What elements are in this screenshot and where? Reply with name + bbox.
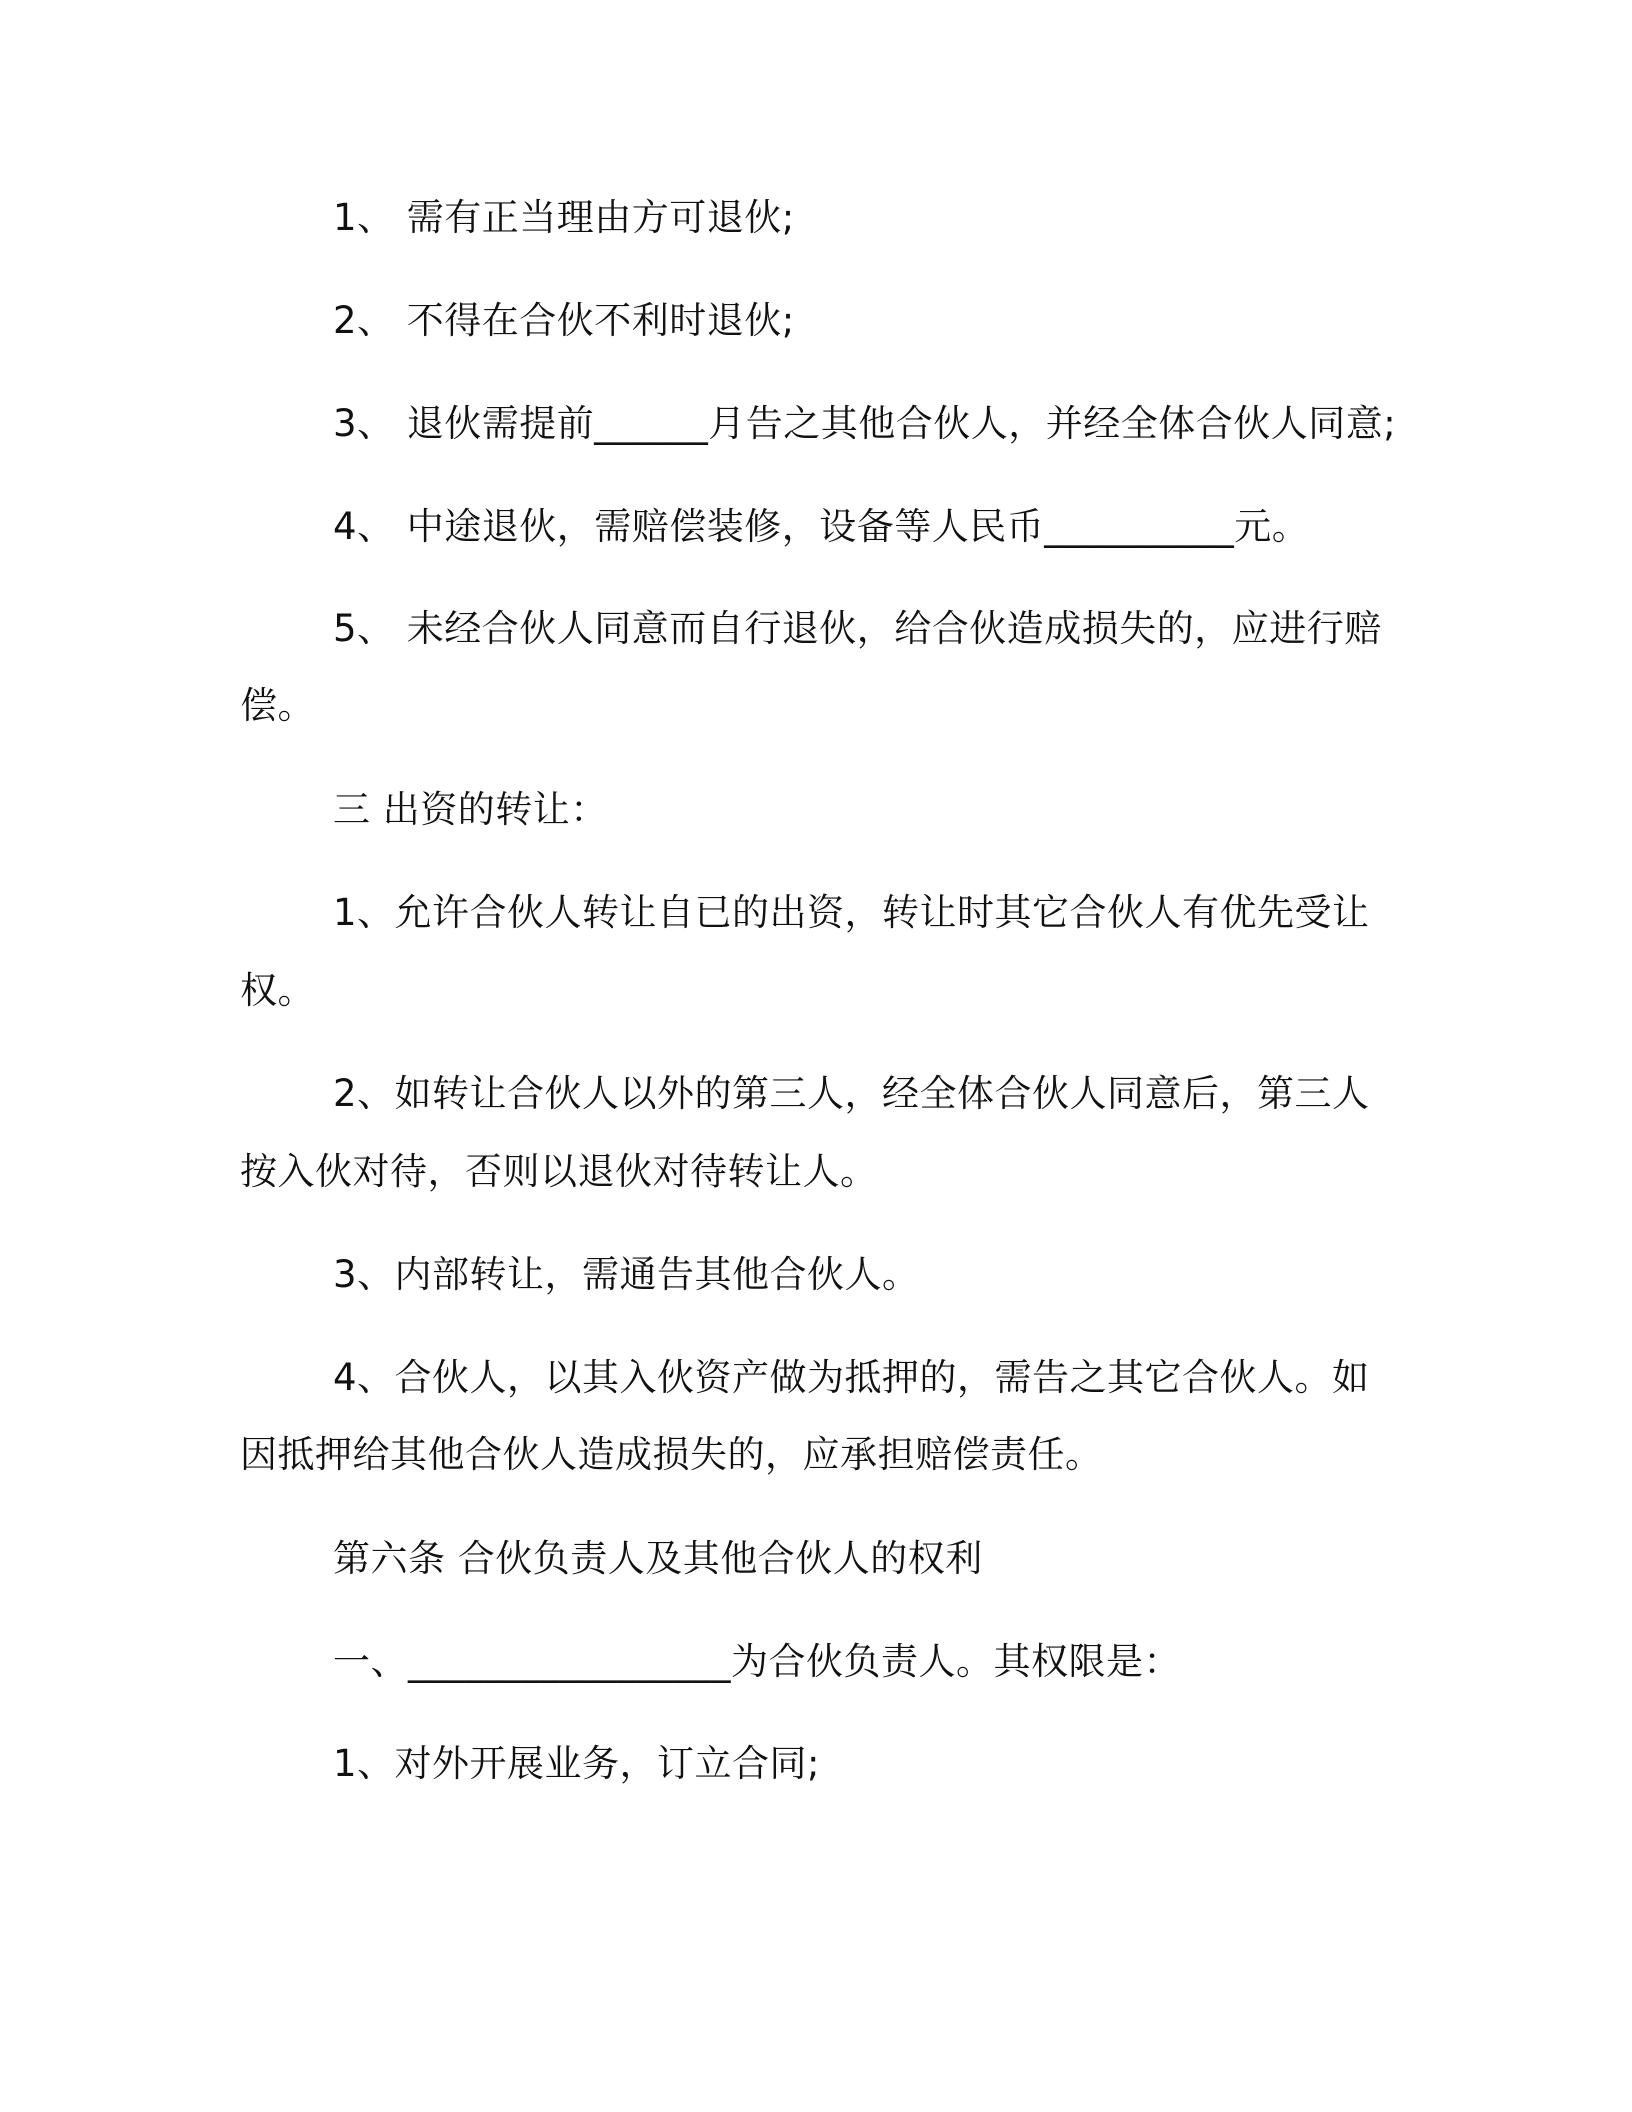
clause-withdrawal-2: 2、 不得在合伙不利时退伙; [333, 299, 795, 342]
clause-withdrawal-4: 4、 中途退伙，需赔偿装修，设备等人民币__________元。 [333, 505, 1310, 548]
clause-transfer-4-continued: 因抵押给其他合伙人造成损失的，应承担赔偿责任。 [240, 1433, 1103, 1476]
clause-transfer-1-continued: 权。 [240, 969, 315, 1012]
clause-transfer-2-continued: 按入伙对待，否则以退伙对待转让人。 [240, 1150, 878, 1193]
authority-item-1: 1、对外开展业务，订立合同; [333, 1742, 821, 1785]
section-heading-capital-transfer: 三 出资的转让： [333, 788, 608, 831]
clause-transfer-4: 4、合伙人，以其入伙资产做为抵押的，需告之其它合伙人。如 [333, 1356, 1370, 1399]
clause-transfer-2: 2、如转让合伙人以外的第三人，经全体合伙人同意后，第三人 [333, 1072, 1370, 1115]
clause-transfer-3: 3、内部转让，需通告其他合伙人。 [333, 1253, 920, 1296]
article-six-heading: 第六条 合伙负责人及其他合伙人的权利 [333, 1537, 983, 1580]
clause-withdrawal-1: 1、 需有正当理由方可退伙; [333, 196, 795, 239]
clause-withdrawal-3: 3、 退伙需提前______月告之其他合伙人，并经全体合伙人同意; [333, 402, 1397, 445]
clause-withdrawal-5-continued: 偿。 [240, 684, 315, 727]
clause-transfer-1: 1、允许合伙人转让自已的出资，转让时其它合伙人有优先受让 [333, 891, 1370, 934]
clause-withdrawal-5: 5、 未经合伙人同意而自行退伙，给合伙造成损失的，应进行赔 [333, 607, 1382, 650]
responsible-partner-clause: 一、_________________为合伙负责人。其权限是： [333, 1640, 1181, 1683]
